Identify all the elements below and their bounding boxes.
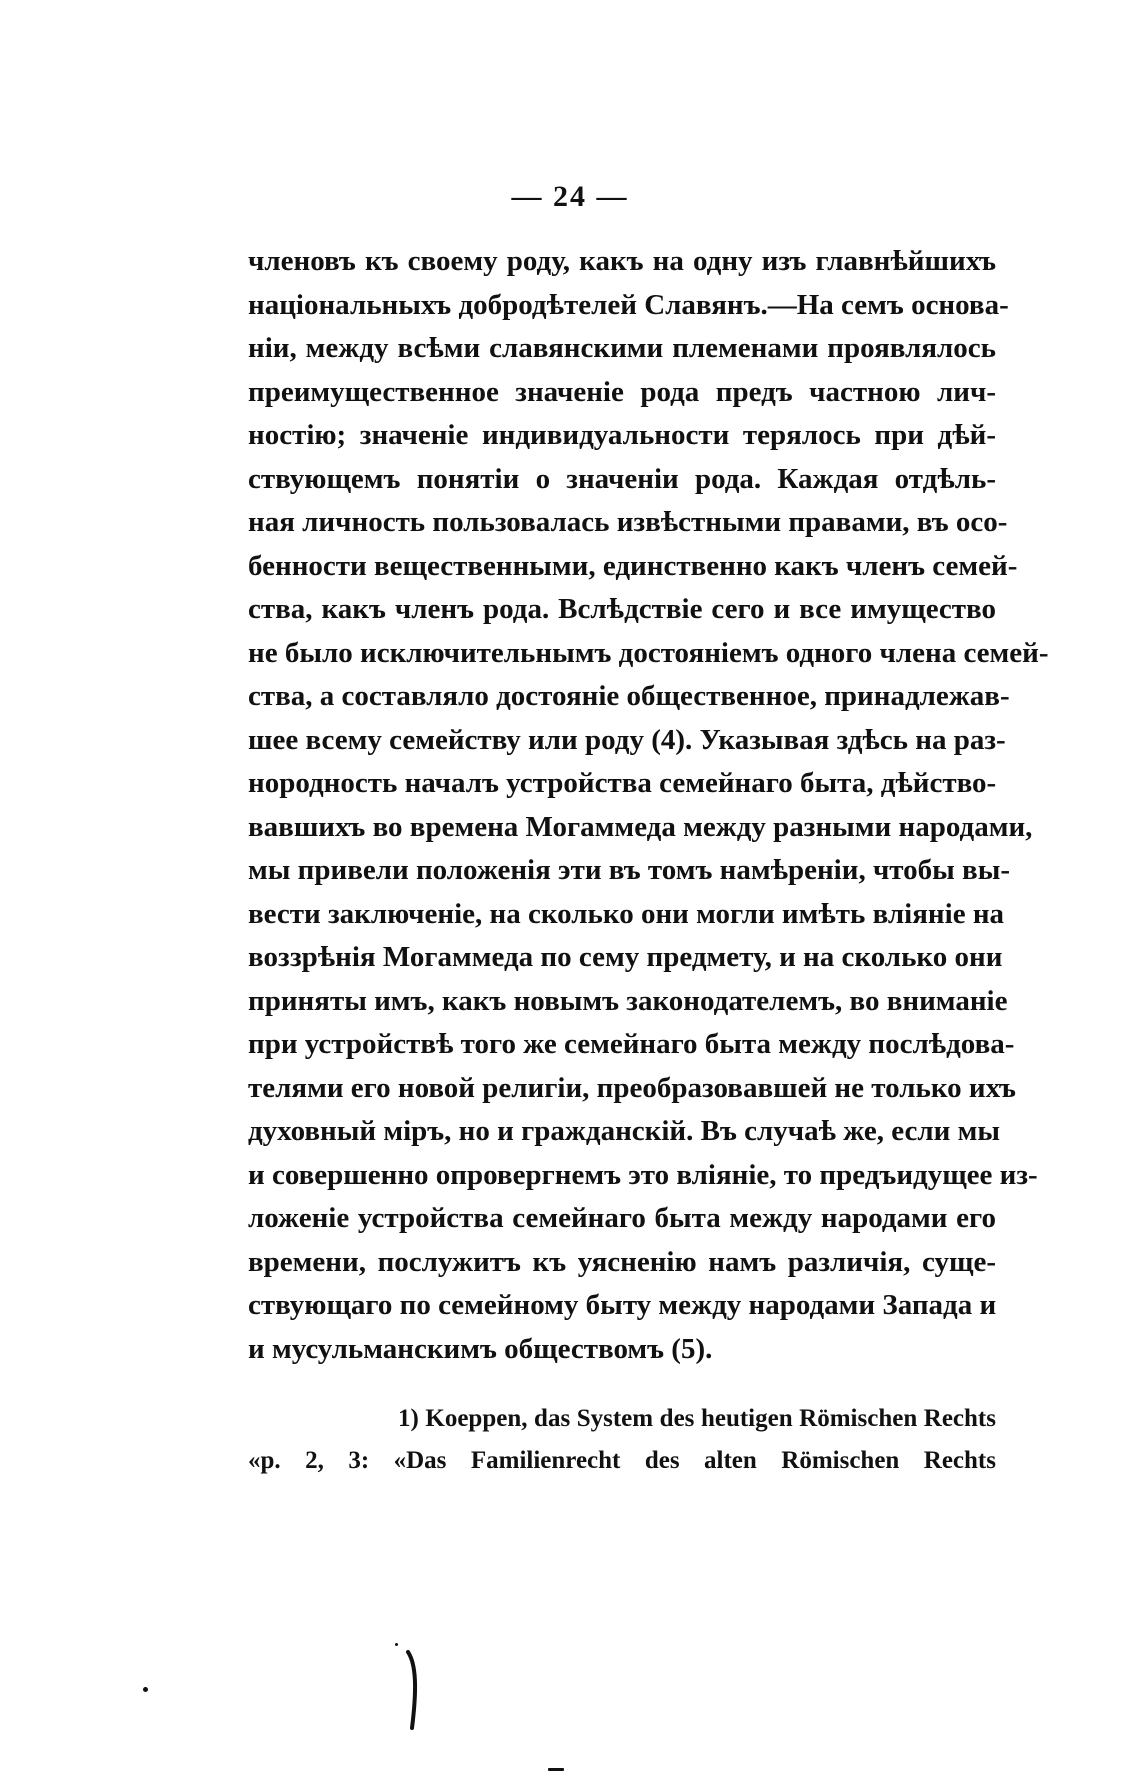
text-line: вести заключеніе, на сколько они могли имѣть вліяніе на — [248, 897, 1005, 930]
text-line: нородность началъ устройства семейнаго быта, дѣйство- — [248, 767, 997, 799]
text-line: преимущественное значеніе рода предъ частною лич- — [248, 375, 996, 408]
text-line: и совершенно опровергнемъ это вліяніе, то предъидущее из- — [248, 1158, 1038, 1191]
text-line: приняты имъ, какъ новымъ законодателемъ, во вниманіе — [248, 984, 1008, 1017]
scan-speck — [143, 1687, 148, 1692]
text-line: воззрѣнія Могаммеда по сему предмету, и на сколько они — [248, 941, 1003, 973]
text-line: не было исключительнымъ достояніемъ одного члена семей- — [248, 636, 1049, 669]
text-line: ностію; значеніе индивидуальности терялось при дѣй- — [248, 419, 996, 451]
text-line: вавшихъ во времена Могаммеда между разными народами, — [248, 810, 1033, 843]
text-line: членовъ къ своему роду, какъ на одну изъ главнѣйшихъ — [248, 245, 996, 277]
text-line: телями его новой религіи, преобразовавшей не только ихъ — [248, 1071, 1016, 1104]
text-line: и мусульманскимъ обществомъ (5). — [248, 1332, 713, 1365]
text-line: ніи, между всѣми славянскими племенами проявлялось — [248, 332, 996, 364]
text-line: ства, а составляло достояніе общественное, принадлежав- — [248, 680, 1010, 712]
text-line: ства, какъ членъ рода. Вслѣдствіе сего и все имущество — [248, 593, 996, 625]
text-line: ствующаго по семейному быту между народами Запада и — [248, 1289, 997, 1321]
scan-speck — [548, 1768, 564, 1771]
text-line: мы привели положенія эти въ томъ намѣреніи, чтобы вы- — [248, 854, 1011, 886]
text-line: ложеніе устройства семейнаго быта между народами его — [248, 1202, 996, 1234]
footnote — [248, 1398, 996, 1482]
body-text — [248, 240, 1049, 1371]
footnote-line: 1) Koeppen, das System des heutigen Römischen Rechts — [398, 1405, 996, 1432]
text-line: ствующемъ понятіи о значеніи рода. Каждая отдѣль- — [248, 462, 996, 495]
text-line: національныхъ добродѣтелей Славянъ.—На семъ основа- — [248, 288, 1009, 321]
ink-stroke-mark — [402, 1650, 424, 1730]
page-number: — 24 — — [511, 180, 629, 213]
text-line: бенности вещественными, единственно какъ членъ семей- — [248, 549, 1018, 582]
text-line: ная личность пользовалась извѣстными правами, въ осо- — [248, 506, 1008, 538]
scan-speck — [395, 1643, 398, 1646]
footnote-line: «p. 2, 3: «Das Familienrecht des alten Römischen Rechts — [248, 1447, 996, 1474]
text-line: времени, послужитъ къ уясненію намъ различія, суще- — [248, 1245, 996, 1278]
text-line: при устройствѣ того же семейнаго быта между послѣдова- — [248, 1028, 1015, 1060]
text-line: шее всему семейству или роду (4). Указывая здѣсь на раз- — [248, 723, 1006, 756]
text-line: духовный міръ, но и гражданскій. Въ случаѣ же, если мы — [248, 1115, 1001, 1147]
